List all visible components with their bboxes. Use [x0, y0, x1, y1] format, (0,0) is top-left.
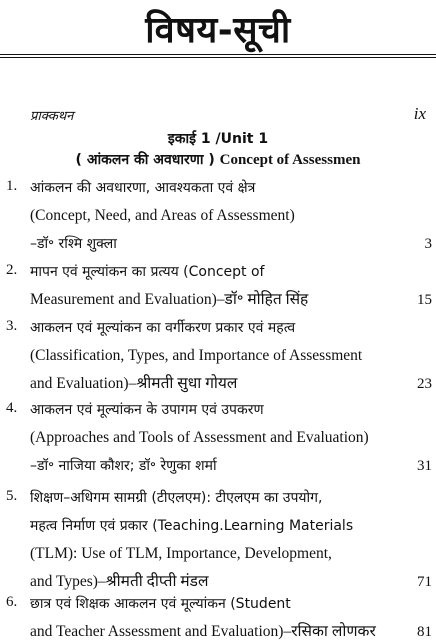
toc-entry-line: and Types)–श्रीमती दीप्ती मंडल	[30, 573, 209, 590]
toc-entry-line: छात्र एवं शिक्षक आकलन एवं मूल्यांकन (Student	[30, 596, 291, 612]
toc-entry-number: 3.	[6, 318, 18, 334]
toc-entry-number: 1.	[6, 178, 18, 194]
toc-entry-page-number: 71	[417, 574, 432, 590]
toc-entry-line: (Classification, Types, and Importance of Assessment	[30, 347, 363, 364]
toc-entry-number: 4.	[6, 400, 18, 416]
toc-entry-line: (Concept, Need, and Areas of Assessment)	[30, 207, 295, 224]
unit-subheading-hindi: ( आंकलन की अवधारणा )	[75, 152, 215, 168]
unit-subheading	[0, 150, 436, 169]
toc-entry-line: –डॉ॰ रश्मि शुक्ला	[30, 236, 117, 252]
toc-entry-line: Measurement and Evaluation)–डॉ॰ मोहित सिंह	[30, 291, 309, 308]
toc-entry-page-number: 81	[417, 624, 432, 640]
toc-entry-line: आंकलन की अवधारणा, आवश्यकता एवं क्षेत्र	[30, 180, 256, 196]
preface-label: प्राक्कथन	[30, 109, 74, 124]
unit-subheading-english: Concept of Assessmen	[219, 152, 361, 168]
page-title: विषय-सूची	[145, 10, 291, 51]
toc-entry-page-number: 3	[424, 236, 432, 252]
toc-entry-page-number: 15	[417, 292, 432, 308]
toc-entry-line: महत्व निर्माण एवं प्रकार (Teaching.Learning Materials	[30, 518, 354, 534]
unit-heading: इकाई 1 /Unit 1	[167, 131, 269, 147]
toc-entry-line: आकलन एवं मूल्यांकन का वर्गीकरण प्रकार एवं महत्व	[30, 320, 296, 336]
preface-page-number: ix	[413, 104, 426, 123]
toc-entry-line: आकलन एवं मूल्यांकन के उपागम एवं उपकरण	[30, 402, 264, 418]
toc-entry-number: 6.	[6, 594, 18, 610]
toc-entry-line: मापन एवं मूल्यांकन का प्रत्यय (Concept of	[30, 264, 265, 280]
toc-entry-line: शिक्षण–अधिगम सामग्री (टीएलएम): टीएलएम का उपयोग,	[30, 490, 323, 506]
toc-entry-line: –डॉ॰ नाजिया कौशर; डॉ॰ रेणुका शर्मा	[30, 458, 217, 474]
preface-entry[interactable]	[30, 106, 436, 126]
toc-entry-line: and Teacher Assessment and Evaluation)–रसिका लोणकर	[30, 623, 376, 640]
title-rule-bottom	[0, 57, 436, 58]
title-rule-top	[0, 54, 436, 55]
toc-entry-line: and Evaluation)–श्रीमती सुधा गोयल	[30, 375, 238, 392]
toc-entry-number: 2.	[6, 262, 18, 278]
toc-entry-number: 5.	[6, 488, 18, 504]
toc-entry-line: (TLM): Use of TLM, Importance, Development,	[30, 545, 332, 562]
toc-entry-page-number: 23	[417, 376, 432, 392]
toc-entry-line: (Approaches and Tools of Assessment and Evaluation)	[30, 429, 369, 446]
toc-entry-page-number: 31	[417, 458, 432, 474]
